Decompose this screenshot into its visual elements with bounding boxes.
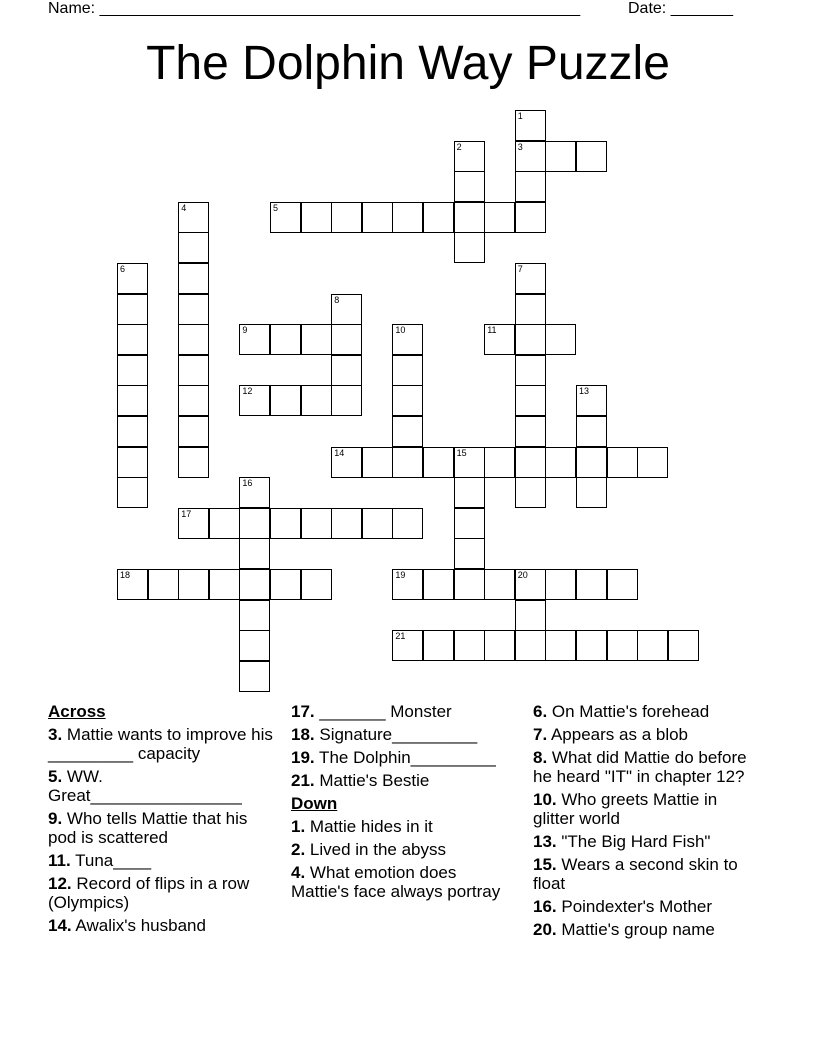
grid-cell[interactable] xyxy=(392,630,423,661)
clue-number: 8. xyxy=(533,748,548,767)
clues-column-1 xyxy=(48,702,274,939)
grid-cell[interactable] xyxy=(392,447,423,478)
grid-cell[interactable] xyxy=(178,447,209,478)
clue-item xyxy=(291,702,517,721)
clue-item xyxy=(533,855,759,893)
clue-text: The Dolphin_________ xyxy=(314,748,496,767)
clues-column-2 xyxy=(291,702,517,905)
clue-text: Signature_________ xyxy=(314,725,478,744)
clue-text: Mattie's group name xyxy=(556,920,715,939)
grid-cell[interactable] xyxy=(515,202,546,233)
clue-number: 15. xyxy=(533,855,557,874)
clue-number: 6. xyxy=(533,702,548,721)
clue-item xyxy=(533,790,759,828)
grid-cell[interactable] xyxy=(362,202,393,233)
clue-text: "The Big Hard Fish" xyxy=(556,832,711,851)
grid-cell[interactable] xyxy=(454,538,485,569)
clue-item xyxy=(48,809,274,847)
grid-cell[interactable] xyxy=(301,324,332,355)
clue-number: 18. xyxy=(291,725,315,744)
grid-cell[interactable] xyxy=(454,141,485,172)
grid-cell[interactable] xyxy=(576,416,607,447)
grid-cell[interactable] xyxy=(209,569,240,600)
clue-text: What emotion does Mattie's face always portray xyxy=(291,863,501,901)
cell-number: 6 xyxy=(120,264,126,274)
clue-number: 19. xyxy=(291,748,315,767)
grid-cell[interactable] xyxy=(239,661,270,692)
cell-number: 19 xyxy=(395,570,406,580)
clue-number: 14. xyxy=(48,916,72,935)
grid-cell[interactable] xyxy=(117,294,148,325)
grid-cell[interactable] xyxy=(454,477,485,508)
grid-cell[interactable] xyxy=(239,508,270,539)
grid-cell[interactable] xyxy=(178,508,209,539)
cell-number: 7 xyxy=(517,264,523,274)
clue-number: 7. xyxy=(533,725,548,744)
grid-cell[interactable] xyxy=(454,232,485,263)
grid-cell[interactable] xyxy=(454,569,485,600)
grid-cell[interactable] xyxy=(576,477,607,508)
grid-cell[interactable] xyxy=(178,416,209,447)
grid-cell[interactable] xyxy=(423,447,454,478)
grid-cell[interactable] xyxy=(392,385,423,416)
across-heading: Across xyxy=(48,702,106,721)
grid-cell[interactable] xyxy=(178,569,209,600)
clue-item xyxy=(291,771,517,790)
grid-cell[interactable] xyxy=(515,447,546,478)
clue-item xyxy=(533,897,759,916)
grid-cell[interactable] xyxy=(331,202,362,233)
grid-cell[interactable] xyxy=(270,508,301,539)
grid-cell[interactable] xyxy=(301,508,332,539)
grid-cell[interactable] xyxy=(607,569,638,600)
clue-text: Awalix's husband xyxy=(71,916,206,935)
grid-cell[interactable] xyxy=(301,569,332,600)
clue-text: _______ Monster xyxy=(314,702,452,721)
clue-text: What did Mattie do before he heard "IT" in chapter 12? xyxy=(533,748,747,786)
clue-number: 11. xyxy=(48,851,71,870)
grid-cell[interactable] xyxy=(515,355,546,386)
grid-cell[interactable] xyxy=(576,141,607,172)
clue-item xyxy=(291,863,517,901)
grid-cell[interactable] xyxy=(392,324,423,355)
cell-number: 16 xyxy=(242,478,253,489)
cell-number: 10 xyxy=(395,325,406,336)
grid-cell[interactable] xyxy=(117,385,148,416)
cell-number: 1 xyxy=(517,111,523,121)
down-heading: Down xyxy=(291,794,338,813)
grid-cell[interactable] xyxy=(576,630,607,661)
clue-text: Tuna____ xyxy=(70,851,152,870)
grid-cell[interactable] xyxy=(117,355,148,386)
grid-cell[interactable] xyxy=(484,569,515,600)
grid-cell[interactable] xyxy=(392,508,423,539)
grid-cell[interactable] xyxy=(454,508,485,539)
grid-cell[interactable] xyxy=(637,630,668,661)
grid-cell[interactable] xyxy=(148,569,179,600)
page-title: The Dolphin Way Puzzle xyxy=(146,37,670,90)
clue-number: 2. xyxy=(291,840,306,859)
clue-item xyxy=(533,725,759,744)
grid-cell[interactable] xyxy=(178,232,209,263)
clue-number: 20. xyxy=(533,920,557,939)
grid-cell[interactable] xyxy=(545,141,576,172)
grid-cell[interactable] xyxy=(117,477,148,508)
grid-cell[interactable] xyxy=(362,508,393,539)
grid-cell[interactable] xyxy=(545,447,576,478)
grid-cell[interactable] xyxy=(117,324,148,355)
grid-cell[interactable] xyxy=(454,630,485,661)
grid-cell[interactable] xyxy=(331,324,362,355)
grid-cell[interactable] xyxy=(239,477,270,508)
grid-cell[interactable] xyxy=(545,630,576,661)
clue-number: 10. xyxy=(533,790,557,809)
clue-text: Record of flips in a row (Olympics) xyxy=(48,874,250,912)
grid-cell[interactable] xyxy=(423,202,454,233)
cell-number: 11 xyxy=(487,325,497,336)
cell-number: 12 xyxy=(242,386,253,397)
grid-cell[interactable] xyxy=(178,263,209,294)
clue-item xyxy=(291,725,517,744)
clue-number: 13. xyxy=(533,832,557,851)
name-field-label[interactable]: Name: ______________________________________________________ xyxy=(48,0,581,17)
grid-cell[interactable] xyxy=(545,569,576,600)
grid-cell[interactable] xyxy=(331,508,362,539)
grid-cell[interactable] xyxy=(484,630,515,661)
grid-cell[interactable] xyxy=(484,447,515,478)
grid-cell[interactable] xyxy=(576,569,607,600)
grid-cell[interactable] xyxy=(239,538,270,569)
clue-text: Who tells Mattie that his pod is scattered xyxy=(48,809,248,847)
grid-cell[interactable] xyxy=(454,171,485,202)
clue-number: 21. xyxy=(291,771,315,790)
grid-cell[interactable] xyxy=(454,202,485,233)
clue-text: Who greets Mattie in glitter world xyxy=(533,790,718,828)
grid-cell[interactable] xyxy=(545,324,576,355)
clue-text: Lived in the abyss xyxy=(305,840,446,859)
clue-text: On Mattie's forehead xyxy=(547,702,710,721)
cell-number: 17 xyxy=(181,508,192,519)
clue-item xyxy=(48,916,274,935)
clue-item xyxy=(533,920,759,939)
grid-cell[interactable] xyxy=(117,416,148,447)
grid-cell[interactable] xyxy=(239,324,270,355)
grid-cell[interactable] xyxy=(362,447,393,478)
grid-cell[interactable] xyxy=(607,630,638,661)
clue-number: 1. xyxy=(291,817,306,836)
clue-text: Poindexter's Mother xyxy=(556,897,713,916)
cell-number: 3 xyxy=(517,141,523,152)
grid-cell[interactable] xyxy=(515,324,546,355)
grid-cell[interactable] xyxy=(515,110,546,141)
cell-number: 15 xyxy=(456,447,467,458)
cell-number: 20 xyxy=(517,570,528,580)
grid-cell[interactable] xyxy=(454,447,485,478)
clue-text: Appears as a blob xyxy=(547,725,689,744)
grid-cell[interactable] xyxy=(270,569,301,600)
grid-cell[interactable] xyxy=(331,447,362,478)
grid-cell[interactable] xyxy=(484,202,515,233)
grid-cell[interactable] xyxy=(331,294,362,325)
cell-number: 14 xyxy=(334,447,345,458)
grid-cell[interactable] xyxy=(270,324,301,355)
grid-cell[interactable] xyxy=(239,630,270,661)
grid-cell[interactable] xyxy=(515,263,546,294)
grid-cell[interactable] xyxy=(515,171,546,202)
grid-cell[interactable] xyxy=(239,600,270,631)
cell-number: 18 xyxy=(120,570,131,580)
grid-cell[interactable] xyxy=(515,294,546,325)
clue-item xyxy=(48,767,274,805)
clue-item xyxy=(533,702,759,721)
grid-cell[interactable] xyxy=(392,202,423,233)
cell-number: 8 xyxy=(334,294,340,305)
clue-text: Wears a second skin to float xyxy=(533,855,738,893)
clue-text: WW. Great________________ xyxy=(48,767,242,805)
grid-cell[interactable] xyxy=(178,324,209,355)
clue-item xyxy=(48,851,274,870)
clue-text: Mattie's Bestie xyxy=(314,771,430,790)
grid-cell[interactable] xyxy=(515,141,546,172)
grid-cell[interactable] xyxy=(270,385,301,416)
clue-item xyxy=(48,874,274,912)
clues-column-3 xyxy=(533,702,759,943)
grid-cell[interactable] xyxy=(515,416,546,447)
grid-cell[interactable] xyxy=(484,324,515,355)
grid-cell[interactable] xyxy=(392,569,423,600)
grid-cell[interactable] xyxy=(239,569,270,600)
clue-item xyxy=(48,725,274,763)
grid-cell[interactable] xyxy=(392,416,423,447)
grid-cell[interactable] xyxy=(515,385,546,416)
grid-cell[interactable] xyxy=(301,202,332,233)
clue-item xyxy=(291,748,517,767)
grid-cell[interactable] xyxy=(117,263,148,294)
grid-cell[interactable] xyxy=(178,385,209,416)
clue-number: 3. xyxy=(48,725,63,744)
clue-text: Mattie hides in it xyxy=(305,817,433,836)
grid-cell[interactable] xyxy=(178,294,209,325)
clue-item xyxy=(533,832,759,851)
grid-cell[interactable] xyxy=(331,385,362,416)
clue-item xyxy=(291,840,517,859)
grid-cell[interactable] xyxy=(423,630,454,661)
grid-cell[interactable] xyxy=(637,447,668,478)
clue-number: 12. xyxy=(48,874,72,893)
grid-cell[interactable] xyxy=(301,385,332,416)
cell-number: 2 xyxy=(456,141,462,152)
cell-number: 13 xyxy=(579,386,590,397)
grid-cell[interactable] xyxy=(392,355,423,386)
clue-item xyxy=(291,817,517,836)
grid-cell[interactable] xyxy=(576,447,607,478)
grid-cell[interactable] xyxy=(515,630,546,661)
cell-number: 21 xyxy=(395,631,406,642)
grid-cell[interactable] xyxy=(117,569,148,600)
cell-number: 5 xyxy=(273,202,279,213)
grid-cell[interactable] xyxy=(515,600,546,631)
grid-cell[interactable] xyxy=(423,569,454,600)
clue-number: 9. xyxy=(48,809,63,828)
grid-cell[interactable] xyxy=(209,508,240,539)
grid-cell[interactable] xyxy=(117,447,148,478)
cell-number: 4 xyxy=(181,202,187,213)
clue-number: 16. xyxy=(533,897,557,916)
clue-number: 17. xyxy=(291,702,315,721)
clue-item xyxy=(533,748,759,786)
clue-number: 5. xyxy=(48,767,63,786)
grid-cell[interactable] xyxy=(607,447,638,478)
grid-cell[interactable] xyxy=(515,569,546,600)
grid-cell[interactable] xyxy=(668,630,699,661)
grid-cell[interactable] xyxy=(576,385,607,416)
date-field-label[interactable]: Date: _______ xyxy=(628,0,733,17)
clue-text: Mattie wants to improve his _________ capacity xyxy=(48,725,273,763)
cell-number: 9 xyxy=(242,325,248,336)
clue-number: 4. xyxy=(291,863,306,882)
grid-cell[interactable] xyxy=(515,477,546,508)
grid-cell[interactable] xyxy=(270,202,301,233)
grid-cell[interactable] xyxy=(239,385,270,416)
grid-cell[interactable] xyxy=(331,355,362,386)
grid-cell[interactable] xyxy=(178,202,209,233)
grid-cell[interactable] xyxy=(178,355,209,386)
